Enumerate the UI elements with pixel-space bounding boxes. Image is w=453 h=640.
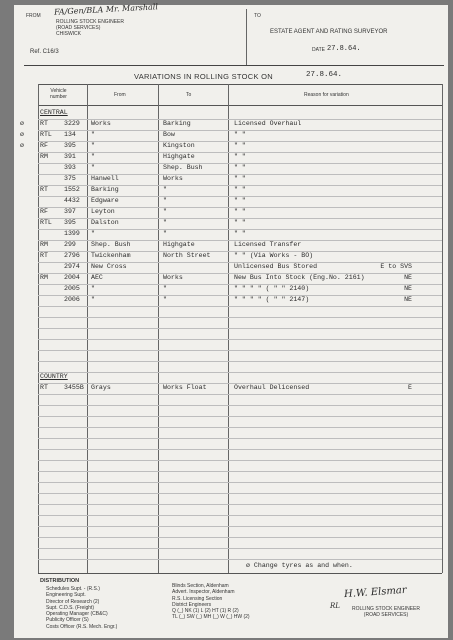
from-line: CHISWICK (56, 31, 81, 37)
vehicle-number: 391 (64, 153, 76, 160)
distribution-item: TL (_) SW (_) MH (_) W (_) HW (2) (172, 614, 250, 621)
vehicle-type: RM (40, 153, 48, 160)
reason-text: Licensed Transfer (234, 241, 302, 248)
signature-title-line: ROLLING STOCK ENGINEER (352, 606, 420, 612)
title-date: 27.8.64. (306, 71, 343, 79)
distribution-item: Publicity Officer (S) (46, 617, 89, 624)
handwritten-annotation: FA/Gen/BLA Mr. Marshall (53, 2, 159, 17)
distribution-item: Operating Manager (CB&C) (46, 611, 108, 618)
from-location: Dalston (91, 219, 119, 226)
reason-text: Unlicensed Bus Stored (234, 263, 318, 270)
to-location: Works (163, 175, 183, 182)
from-location: " (91, 164, 95, 171)
reason-code: NE (404, 296, 412, 303)
to-location: Works (163, 274, 183, 281)
to-location: " (163, 230, 167, 237)
distribution-item: Advert. Inspector, Aldenham (172, 589, 235, 596)
reason-code: E to SVS (380, 263, 412, 270)
reason-text: Licensed Overhaul (234, 120, 302, 127)
to-location: " (163, 186, 167, 193)
distribution-item: Schedules Supt. - (R.S.) (46, 586, 100, 592)
vehicle-number: 1552 (64, 186, 80, 193)
to-location: " (163, 219, 167, 226)
from-location: AEC (91, 274, 103, 281)
reason-text: " " (234, 230, 246, 237)
vehicle-number: 397 (64, 208, 76, 215)
vehicle-number: 3229 (64, 120, 80, 127)
from-location: Edgware (91, 197, 119, 204)
to-label: TO (254, 13, 261, 19)
vehicle-number: 2796 (64, 252, 80, 259)
signature-initials: RL (330, 602, 340, 610)
reason-text: Overhaul Delicensed (234, 384, 310, 391)
reason-code: NE (404, 274, 412, 281)
vehicle-type: RT (40, 252, 48, 259)
date-value: 27.8.64. (327, 45, 361, 53)
to-location: " (163, 208, 167, 215)
from-location: " (91, 296, 95, 303)
to-location: Shep. Bush (163, 164, 203, 171)
vehicle-type: RF (40, 142, 48, 149)
signature-title (352, 606, 420, 618)
reason-text: " " " " ( " " 2147) (234, 296, 310, 303)
vehicle-number: 4432 (64, 197, 80, 204)
vehicle-type: RM (40, 241, 48, 248)
reason-text: " " " " ( " " 2140) (234, 285, 310, 292)
distribution-item: District Engineers (172, 601, 212, 608)
reason-code: NE (404, 285, 412, 292)
to-location: " (163, 285, 167, 292)
distribution-item: R.S. Licensing Section (172, 595, 223, 602)
col-header-vehicle-label: Vehicle (50, 88, 67, 94)
document-title: VARIATIONS IN ROLLING STOCK ON (134, 72, 274, 81)
tyre-change-mark: ø (20, 131, 24, 138)
vehicle-number: 2974 (64, 263, 80, 270)
section-heading: CENTRAL (40, 109, 68, 116)
from-location: New Cross (91, 263, 127, 270)
col-header-to: To (186, 92, 192, 98)
to-location: North Street (163, 252, 211, 259)
from-location: Leyton (91, 208, 115, 215)
reason-text: " " (234, 153, 246, 160)
reason-text: " " (234, 197, 246, 204)
col-header-vehicle (50, 88, 67, 100)
reason-text: " " (234, 175, 246, 182)
reference: Ref. C16/3 (30, 49, 59, 55)
to-location: " (163, 197, 167, 204)
from-label: FROM (26, 13, 41, 19)
tyre-change-mark: ø (20, 120, 24, 127)
from-location: " (91, 153, 95, 160)
from-location: " (91, 142, 95, 149)
from-location: " (91, 285, 95, 292)
vehicle-type: RT (40, 186, 48, 193)
vehicle-number: 2005 (64, 285, 80, 292)
vehicle-number: 395 (64, 142, 76, 149)
to-location: Highgate (163, 153, 195, 160)
to-location: Highgate (163, 241, 195, 248)
from-location: Grays (91, 384, 111, 391)
to-location: Bow (163, 131, 175, 138)
vehicle-number: 395 (64, 219, 76, 226)
tyre-change-mark: ø (20, 142, 24, 149)
to-location: Kingston (163, 142, 195, 149)
vehicle-type: RM (40, 274, 48, 281)
reason-text: " " (234, 219, 246, 226)
memo-sheet (14, 2, 448, 638)
reason-text: " " (234, 208, 246, 215)
vehicle-number: 299 (64, 241, 76, 248)
from-location: Barking (91, 186, 119, 193)
vehicle-number: 1399 (64, 230, 80, 237)
vehicle-type: RT (40, 384, 48, 391)
vehicle-type: RTL (40, 219, 52, 226)
vehicle-number: 134 (64, 131, 76, 138)
vehicle-type: RF (40, 208, 48, 215)
vehicle-type: RT (40, 120, 48, 127)
distribution-item: Blinds Section, Aldenham (172, 583, 229, 589)
section-heading: COUNTRY (40, 373, 68, 380)
reason-text: " " (234, 186, 246, 193)
vehicle-number: 2004 (64, 274, 80, 281)
vehicle-number: 2006 (64, 296, 80, 303)
distribution-col2 (172, 583, 250, 621)
reason-text: " " (234, 164, 246, 171)
date-label: DATE (312, 47, 325, 53)
vehicle-type: RTL (40, 131, 52, 138)
col-header-number-label: number (50, 94, 67, 100)
to-location: " (163, 296, 167, 303)
reason-text: " " (234, 131, 246, 138)
signature-title-line: (ROAD SERVICES) (363, 612, 409, 618)
reason-text: " " (234, 142, 246, 149)
from-location: " (91, 230, 95, 237)
from-line: ROLLING STOCK ENGINEER (56, 19, 124, 25)
vehicle-number: 375 (64, 175, 76, 182)
distribution-item: Costs Officer (R.S. Mech. Engr.) (46, 623, 118, 630)
from-location: Works (91, 120, 111, 127)
distribution-item: Engineering Supt. (46, 592, 86, 599)
footnote: ø Change tyres as and when. (246, 562, 353, 569)
handwritten-signature: H.W. Elsmar (343, 584, 407, 601)
reason-text: New Bus Into Stock (Eng.No. 2161) (234, 274, 365, 281)
to-location: Barking (163, 120, 191, 127)
vehicle-number: 3455B (64, 384, 84, 391)
from-location: Shep. Bush (91, 241, 131, 248)
distribution-item: Director of Research (2) (46, 598, 100, 605)
reason-code: E (408, 384, 412, 391)
from-line: (ROAD SERVICES) (56, 25, 101, 31)
vehicle-number: 393 (64, 164, 76, 171)
distribution-item: Q (_) NK (1) L (2) HT (1) R (2) (172, 608, 239, 615)
col-header-reason: Reason for variation (304, 92, 349, 98)
from-location: Twickenham (91, 252, 131, 259)
from-location: Hanwell (91, 175, 119, 182)
reason-text: " " (Via Works - BO) (234, 252, 314, 259)
to-location: Works Float (163, 384, 207, 391)
to-line: ESTATE AGENT AND RATING SURVEYOR (270, 29, 388, 35)
distribution-col1 (46, 586, 117, 630)
from-block (56, 19, 124, 37)
distribution-title: DISTRIBUTION (40, 578, 80, 584)
distribution-item: Supt. C.D.S. (Freight) (46, 604, 95, 611)
from-location: " (91, 131, 95, 138)
col-header-from: From (114, 92, 126, 98)
